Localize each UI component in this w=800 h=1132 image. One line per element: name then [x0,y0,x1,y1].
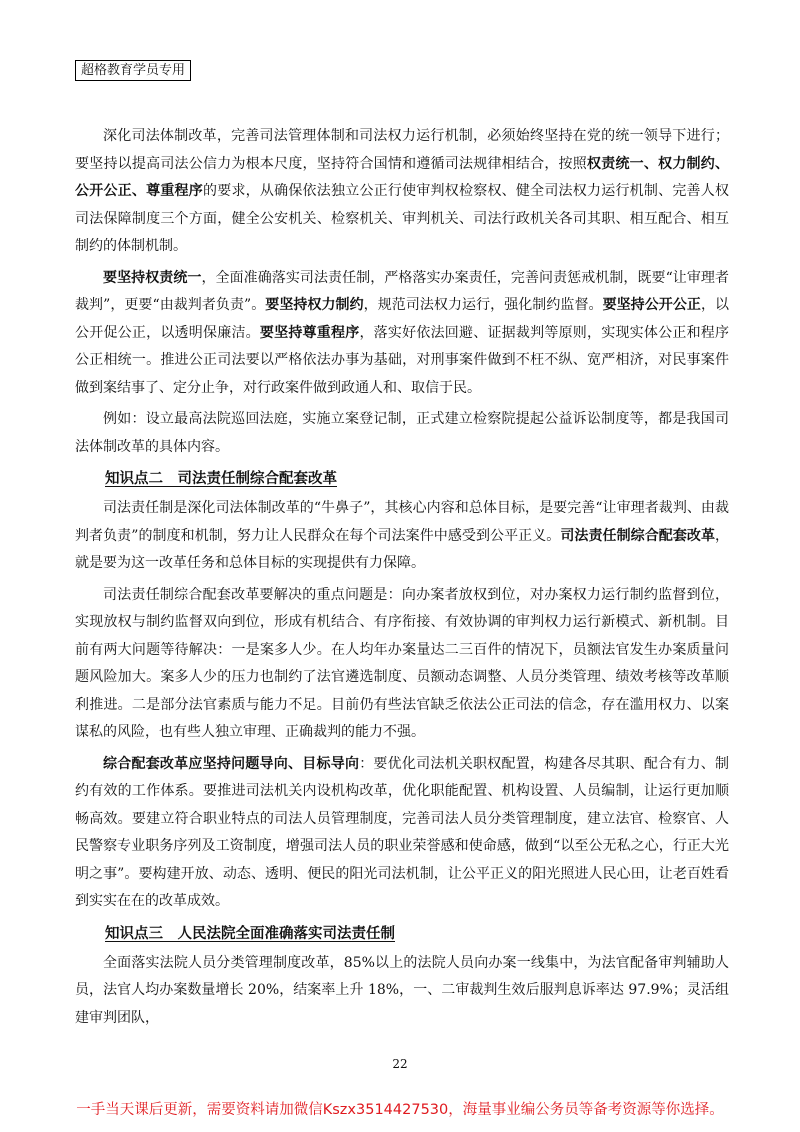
paragraph-text: ：要优化司法机关职权配置，构建各尽其职、配合有力、制约有效的工作体系。要推进司法机关内设机构改革，优化职能配置、机构设置、人员编制，让运行更加顺畅高效。要建立符合职业特点的司法人员管理制度，完善司法人员分类管理制度，建立法官、检察官、人民警察专业职务序列及工资制度，增强司法人员的职业荣誉感和使命感，做到“以至公无私之心，行正大光明之事”。要构建开放、动态、透明、便民的阳光司法机制，让公平正义的阳光照进人民心田，让老百姓看到实实在在的改革成效。 [75,755,730,909]
section-heading-2 [75,465,729,493]
paragraph-orientation [75,751,729,916]
paragraph-key-issues: 司法责任制综合配套改革要解决的重点问题是：向办案者放权到位，对办案权力运行制约监督到位，实现放权与制约监督双向到位，形成有机结合、有序衔接、有效协调的审判权力运行新模式、新机制。目前有两大问题等待解决：一是案多人少。在人均年办案量达二三百件的情况下，员额法官发生办案质量问题风险加大。案多人少的压力也制约了法官遴选制度、员额动态调整、人员分类管理、绩效考核等改革顺利推进。二是部分法官素质与能力不足。目前仍有些法官缺乏依法公正司法的信念，存在滥用权力、以案谋私的风险，也有些人独立审理、正确裁判的能力不强。 [75,586,729,740]
bold-phrase: 要坚持尊重程序 [259,324,360,341]
bold-phrase: 要坚持权责统一 [103,269,202,286]
page-number: 22 [392,1057,408,1071]
paragraph-text: ，以公开促公正，以透明保廉洁。 [75,297,730,341]
paragraph-principles [75,265,729,403]
section-heading-3 [75,920,729,948]
paragraph-text: ，就是要为这一改革任务和总体目标的实现提供有力保障。 [75,527,730,571]
paragraph-example: 例如：设立最高法院巡回法庭，实施立案登记制，正式建立检察院提起公益诉讼制度等，都是我国司法体制改革的具体内容。 [75,411,729,455]
paragraph-text: 的要求，从确保依法独立公正行使审判权检察权、健全司法权力运行机制、完善人权司法保障制度三个方面，健全公安机关、检察机关、审判机关、司法行政机关各司其职、相互配合、相互制约的体制机制。 [75,183,729,254]
section-heading-text: 知识点三 人民法院全面准确落实司法责任制 [105,924,395,942]
document-body [75,123,729,1036]
paragraph-text: 深化司法体制改革，完善司法管理体制和司法权力运行机制，必须始终坚持在党的统一领导下进行；要坚持以提高司法公信力为根本尺度，坚持符合国情和遵循司法规律相结合，按照 [75,128,729,172]
section-heading-text: 知识点二 司法责任制综合配套改革 [105,470,337,487]
footer-promo-note: 一手当天课后更新，需要资料请加微信Kszx3514427530，海量事业编公务员等备考资源等你选择。 [76,1102,724,1118]
paragraph-court-reform: 全面落实法院人员分类管理制度改革，85%以上的法院人员向办案一线集中，为法官配备审判辅助人员，法官人均办案数量增长 20%，结案率上升 18%，一、二审裁判生效后服判息诉率达 97.9%；灵活组建审判团队， [75,954,729,1026]
bold-phrase: 要坚持权力制约 [265,297,364,313]
bold-phrase: 司法责任制综合配套改革 [560,527,716,544]
header-label-box: 超格教育学员专用 [75,60,191,81]
paragraph-text: ，落实好依法回避、证据裁判等原则，实现实体公正和程序公正相统一。推进公正司法要以严格依法办事为基础，对刑事案件做到不枉不纵、宽严相济，对民事案件做到案结事了、定分止争，对行政案件做到政通人和、取信于民。 [75,324,730,396]
paragraph-text: ，全面准确落实司法责任制，严格落实办案责任，完善问责惩戒机制，既要“让审理者裁判”，更要“由裁判者负责”。 [75,269,729,313]
paragraph-text: ，规范司法权力运行，强化制约监督。 [363,297,603,313]
paragraph-intro [75,123,729,261]
bold-phrase: 权责统一、权力制约、公开公正、尊重程序 [75,155,729,199]
bold-phrase: 综合配套改革应坚持问题导向、目标导向 [103,755,360,772]
bold-phrase: 要坚持公开公正 [602,297,701,313]
paragraph-responsibility [75,495,729,578]
paragraph-text: 司法责任制是深化司法体制改革的“牛鼻子”，其核心内容和总体目标，是要完善“让审理者裁判、由裁判者负责”的制度和机制，努力让人民群众在每个司法案件中感受到公平正义。 [75,500,729,544]
